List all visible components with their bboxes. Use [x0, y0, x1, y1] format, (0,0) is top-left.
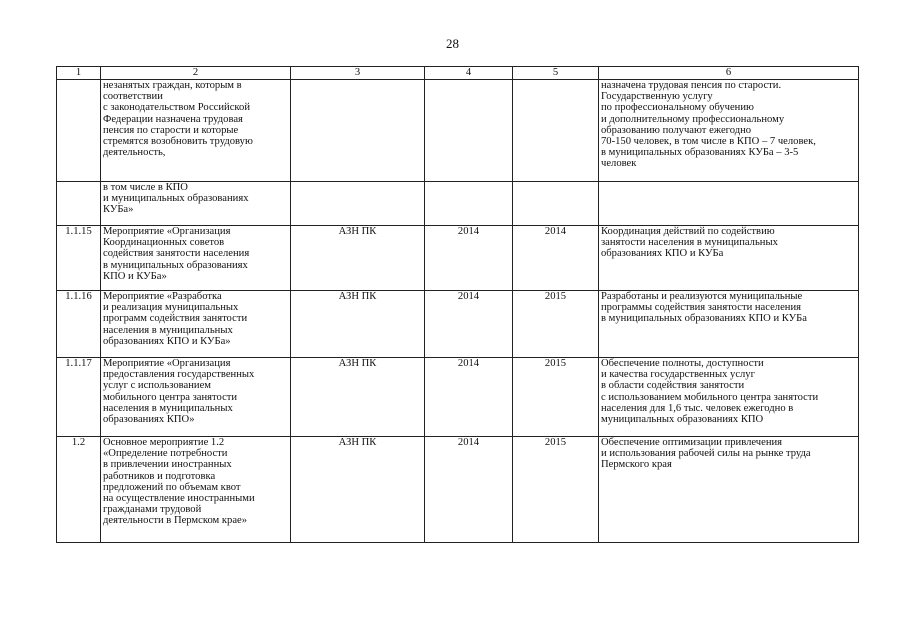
- table-row: [57, 358, 859, 437]
- text-line: назначена трудовая пенсия по старости.: [601, 80, 782, 91]
- text-line: образованиях КПО»: [103, 414, 195, 426]
- text-line: деятельности в Пермском крае»: [103, 515, 248, 527]
- text-line: деятельность,: [103, 147, 166, 159]
- text-line: образованию получают ежегодно: [601, 124, 752, 136]
- item-number: [57, 80, 101, 182]
- expected-result: [599, 226, 859, 291]
- responsible-executor: АЗН ПК: [291, 358, 425, 437]
- activity-description: [101, 226, 291, 291]
- text-line: работников и подготовка: [103, 470, 216, 482]
- text-line: с законодательством Российской: [103, 102, 250, 114]
- text-line: Государственную услугу: [601, 91, 713, 103]
- end-year: [513, 182, 599, 226]
- text-line: незанятых граждан, которым в: [103, 80, 242, 91]
- activity-description: [101, 437, 291, 543]
- text-line: 70-150 человек, в том числе в КПО – 7 человек,: [601, 136, 816, 148]
- text-line: Координационных советов: [103, 237, 225, 249]
- text-line: КПО и КУБа»: [103, 270, 167, 282]
- text-line: программ содействия занятости: [103, 313, 248, 325]
- text-line: в муниципальных образованиях КУБа – 3-5: [601, 147, 799, 159]
- text-line: Мероприятие «Организация: [103, 358, 231, 369]
- responsible-executor: АЗН ПК: [291, 291, 425, 358]
- text-line: Основное мероприятие 1.2: [103, 437, 225, 448]
- text-line: муниципальных образованиях КПО: [601, 414, 764, 426]
- text-line: Федерации назначена трудовая: [103, 113, 243, 125]
- start-year: 2014: [425, 291, 513, 358]
- text-line: образованиях КПО и КУБа»: [103, 335, 231, 347]
- text-line: Обеспечение оптимизации привлечения: [601, 437, 783, 448]
- expected-result: [599, 437, 859, 543]
- start-year: 2014: [425, 358, 513, 437]
- text-line: и качества государственных услуг: [601, 369, 755, 381]
- column-header-4: 4: [425, 67, 513, 80]
- text-line: населения в муниципальных: [103, 324, 233, 336]
- table-row: [57, 437, 859, 543]
- text-line: Обеспечение полноты, доступности: [601, 358, 764, 369]
- text-line: Пермского края: [601, 459, 672, 471]
- column-header-5: 5: [513, 67, 599, 80]
- text-line: с использованием мобильного центра занятости: [601, 391, 819, 403]
- expected-result: [599, 291, 859, 358]
- table-row: [57, 80, 859, 182]
- responsible-executor: [291, 80, 425, 182]
- text-line: соответствии: [103, 91, 163, 103]
- end-year: 2014: [513, 226, 599, 291]
- text-line: предложений по объемам квот: [103, 481, 241, 493]
- text-line: человек: [601, 158, 637, 170]
- text-line: в привлечении иностранных: [103, 459, 232, 471]
- text-line: по профессиональному обучению: [601, 102, 754, 114]
- program-activities-table: [56, 66, 859, 543]
- column-header-3: 3: [291, 67, 425, 80]
- text-line: предоставления государственных: [103, 369, 255, 381]
- text-line: на осуществление иностранными: [103, 493, 255, 505]
- activity-description: [101, 80, 291, 182]
- responsible-executor: АЗН ПК: [291, 437, 425, 543]
- text-line: и использования рабочей силы на рынке труда: [601, 448, 811, 460]
- start-year: 2014: [425, 437, 513, 543]
- responsible-executor: АЗН ПК: [291, 226, 425, 291]
- text-line: образованиях КПО и КУБа: [601, 248, 724, 260]
- text-line: услуг с использованием: [103, 380, 211, 392]
- table-row: [57, 226, 859, 291]
- item-number: 1.1.16: [57, 291, 101, 358]
- item-number: 1.2: [57, 437, 101, 543]
- text-line: стремятся возобновить трудовую: [103, 136, 253, 148]
- text-line: в области содействия занятости: [601, 380, 745, 392]
- text-line: занятости населения в муниципальных: [601, 237, 778, 249]
- item-number: [57, 182, 101, 226]
- table-row: [57, 291, 859, 358]
- activity-description: [101, 182, 291, 226]
- header-row: [57, 67, 859, 80]
- end-year: 2015: [513, 437, 599, 543]
- end-year: 2015: [513, 358, 599, 437]
- activity-description: [101, 358, 291, 437]
- text-line: пенсия по старости и которые: [103, 124, 239, 136]
- text-line: КУБа»: [103, 204, 134, 216]
- text-line: гражданами трудовой: [103, 504, 202, 516]
- text-line: населения в муниципальных: [103, 402, 233, 414]
- item-number: 1.1.17: [57, 358, 101, 437]
- end-year: 2015: [513, 291, 599, 358]
- start-year: [425, 182, 513, 226]
- text-line: в муниципальных образованиях: [103, 259, 248, 271]
- text-line: населения для 1,6 тыс. человек ежегодно в: [601, 402, 794, 414]
- responsible-executor: [291, 182, 425, 226]
- column-header-2: 2: [101, 67, 291, 80]
- text-line: Координация действий по содействию: [601, 226, 775, 237]
- text-line: Разработаны и реализуются муниципальные: [601, 291, 803, 302]
- end-year: [513, 80, 599, 182]
- expected-result: [599, 80, 859, 182]
- text-line: программы содействия занятости населения: [601, 302, 801, 314]
- text-line: Мероприятие «Организация: [103, 226, 231, 237]
- item-number: 1.1.15: [57, 226, 101, 291]
- text-line: «Определение потребности: [103, 448, 228, 460]
- expected-result: [599, 358, 859, 437]
- text-line: содействия занятости населения: [103, 248, 250, 260]
- text-line: в муниципальных образованиях КПО и КУБа: [601, 313, 807, 325]
- column-header-6: 6: [599, 67, 859, 80]
- text-line: и муниципальных образованиях: [103, 193, 249, 205]
- column-header-1: 1: [57, 67, 101, 80]
- table-row: [57, 182, 859, 226]
- expected-result: [599, 182, 859, 226]
- text-line: и дополнительному профессиональному: [601, 113, 785, 125]
- text-line: мобильного центра занятости: [103, 391, 238, 403]
- text-line: и реализация муниципальных: [103, 302, 239, 314]
- activity-description: [101, 291, 291, 358]
- text-line: в том числе в КПО: [103, 182, 188, 193]
- page-number: 28: [446, 36, 459, 51]
- text-line: Мероприятие «Разработка: [103, 291, 222, 302]
- start-year: [425, 80, 513, 182]
- start-year: 2014: [425, 226, 513, 291]
